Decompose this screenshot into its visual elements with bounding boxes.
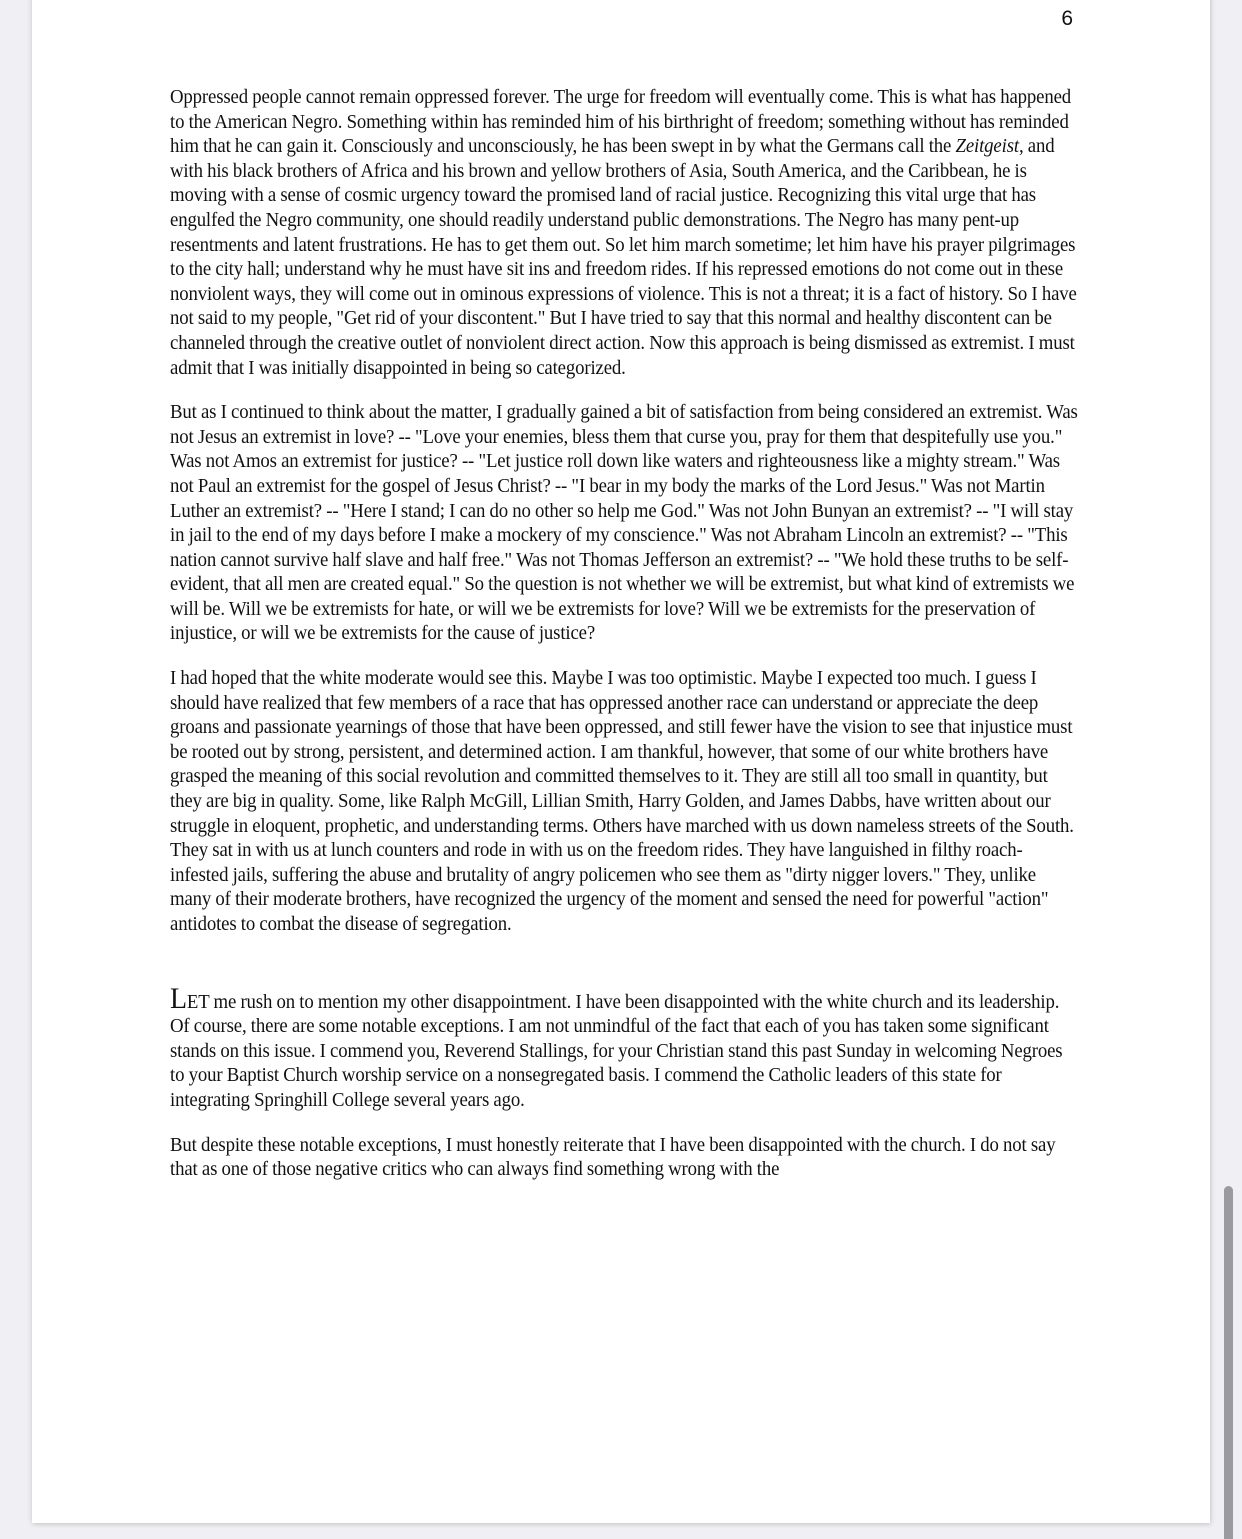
- text-run: I had hoped that the white moderate would see this. Maybe I was too optimistic. Maybe I expected too much. I guess I should have realized that few members of a race that has oppressed another race can understand or appreciate the deep groans and passionate yearnings of those that have been oppressed, and still fewer have the vision to see that injustice must be rooted out by strong, persistent, and determined action. I am thankful, however, that some of our white brothers have grasped the meaning of this social revolution and committed themselves to it. They are still all too small in quantity, but they are big in quality. Some, like Ralph McGill, Lillian Smith, Harry Golden, and James Dabbs, have written about our struggle in eloquent, prophetic, and understanding terms. Others have marched with us down nameless streets of the South. They sat in with us at lunch counters and rode in with us on the freedom rides. They have languished in filthy roach-infested jails, suffering the abuse and brutality of angry policemen who see them as "dirty nigger lovers." They, unlike many of their moderate brothers, have recognized the urgency of the moment and sensed the need for powerful "action" antidotes to combat the disease of segregation.: [170, 667, 1074, 935]
- italic-term: Zeitgeist,: [955, 135, 1024, 158]
- document-page: [32, 0, 1210, 1523]
- paragraph: [170, 85, 1080, 380]
- text-run: But as I continued to think about the matter, I gradually gained a bit of satisfaction from being considered an extremist. Was not Jesus an extremist in love? -- "Love your enemies, bless them that curse you, pray for them that despitefully use you." Was not Amos an extremist for justice? -- "Let justice roll down like waters and righteousness like a mighty stream." Was not Paul an extremist for the gospel of Jesus Christ? -- "I bear in my body the marks of the Lord Jesus." Was not Martin Luther an extremist? -- "Here I stand; I can do no other so help me God." Was not John Bunyan an extremist? -- "I will stay in jail to the end of my days before I make a mockery of my conscience." Was not Abraham Lincoln an extremist? -- "This nation cannot survive half slave and half free." Was not Thomas Jefferson an extremist? -- "We hold these truths to be self-evident, that all men are created equal." So the question is not whether we will be extremist, but what kind of extremists we will be. Will we be extremists for hate, or will we be extremists for love? Will we be extremists for the preservation of injustice, or will we be extremists for the cause of justice?: [170, 401, 1078, 645]
- paragraph: [170, 400, 1080, 646]
- section-start-paragraph: [170, 981, 1080, 1113]
- paragraph: [170, 1133, 1080, 1182]
- page-number: 6: [1061, 7, 1073, 30]
- text-run: But despite these notable exceptions, I must honestly reiterate that I have been disappointed with the church. I do not say that as one of those negative critics who can always find something wrong with the: [170, 1133, 1056, 1181]
- text-run: ET me rush on to mention my other disappointment. I have been disappointed with the white church and its leadership. Of course, there are some notable exceptions. I am not unmindful of the fact that each of you has taken some significant stands on this issue. I commend you, Reverend Stallings, for your Christian stand this past Sunday in welcoming Negroes to your Baptist Church worship service on a nonsegregated basis. I commend the Catholic leaders of this state for integrating Springhill College several years ago.: [170, 990, 1063, 1111]
- document-body: [170, 85, 1080, 1202]
- text-run: Oppressed people cannot remain oppressed forever. The urge for freedom will eventually come. This is what has happened to the American Negro. Something within has reminded him of his birthright of freedom; something without has reminded him that he can gain it. Consciously and unconsciously, he has been swept in by what the Germans call the: [170, 86, 1072, 158]
- text-run: and with his black brothers of Africa and his brown and yellow brothers of Asia, South America, and the Caribbean, he is moving with a sense of cosmic urgency toward the promised land of racial justice. Recognizing this vital urge that has engulfed the Negro community, one should readily understand public demonstrations. The Negro has many pent-up resentments and latent frustrations. He has to get them out. So let him march sometime; let him have his prayer pilgrimages to the city hall; understand why he must have sit ins and freedom rides. If his repressed emotions do not come out in these nonviolent ways, they will come out in ominous expressions of violence. This is not a threat; it is a fact of history. So I have not said to my people, "Get rid of your discontent." But I have tried to say that this normal and healthy discontent can be channeled through the creative outlet of nonviolent direct action. Now this approach is being dismissed as extremist. I must admit that I was initially disappointed in being so categorized.: [170, 135, 1077, 379]
- scrollbar-thumb[interactable]: [1224, 1186, 1233, 1539]
- dropcap-letter: L: [170, 981, 187, 1015]
- paragraph: [170, 666, 1080, 937]
